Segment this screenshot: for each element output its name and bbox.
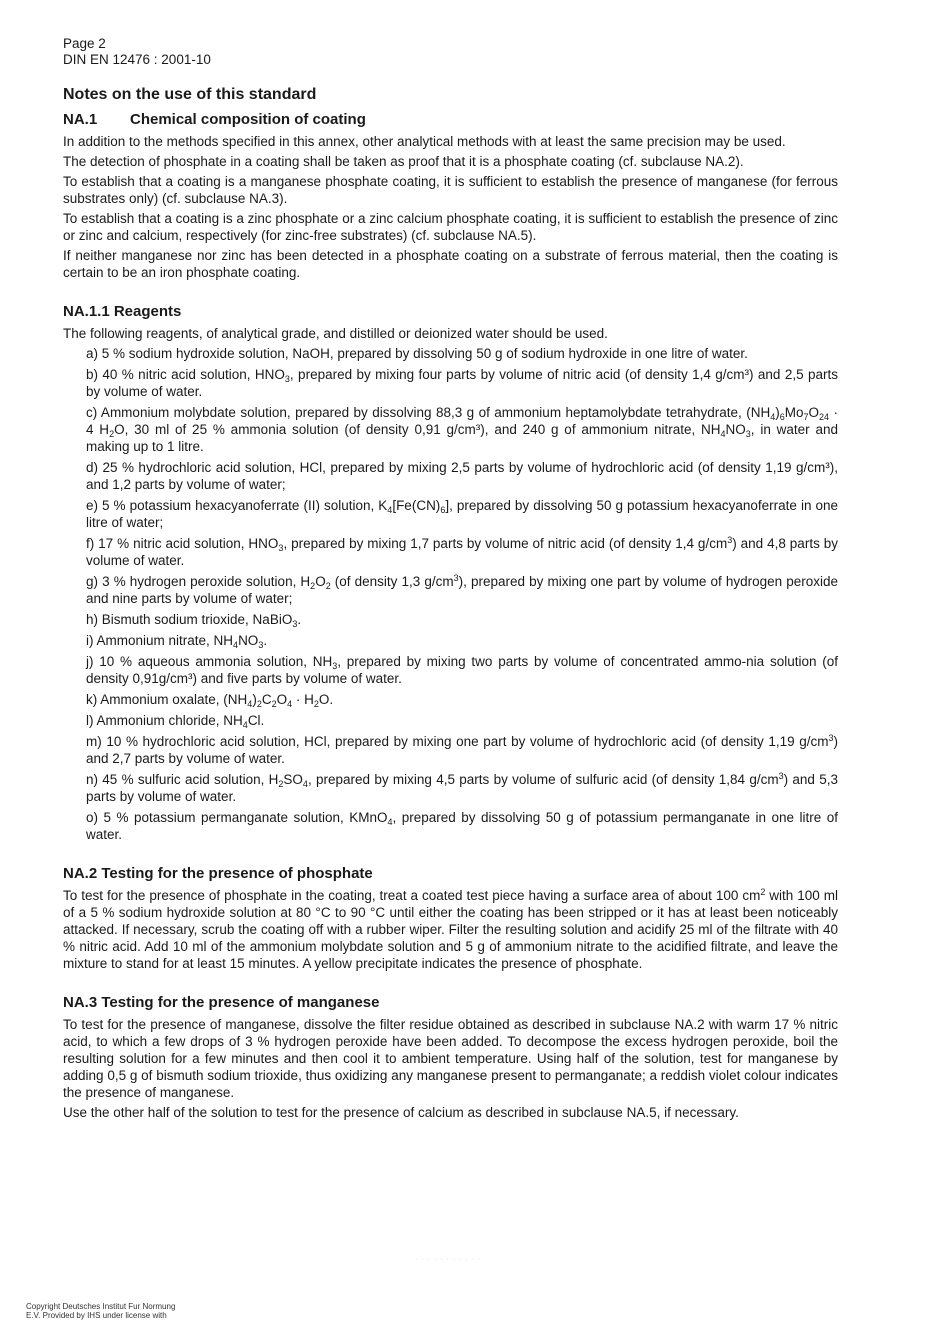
document-page xyxy=(63,36,838,1124)
section-heading-na2: NA.2 Testing for the presence of phosphate xyxy=(63,865,373,882)
list-item: b) 40 % nitric acid solution, $HNO_3$, prepared by mixing four parts by volume of nitric acid (of density 1,4 g/cm³) and 2,5 parts by volume of water. xyxy=(86,367,838,399)
paragraph: To establish that a coating is a manganese phosphate coating, it is sufficient to establish the presence of manganese (for ferrous substrates only) (cf. subclause NA.3). xyxy=(63,174,838,206)
list-item: c) Ammonium molybdate solution, prepared by dissolving 88,3 g of ammonium heptamolybdate tetrahydrate, $(NH_4)_6Mo_7O_{24} \cdot 4$ $H_2O$, 30 ml of 25 % ammonia solution (of density 0,91 g/cm³), and 240 g of ammonium nitrate, $NH_4NO_3$, in water and making up to 1 litre. xyxy=(86,405,838,454)
paragraph: To test for the presence of phosphate in the coating, treat a coated test piece having a surface area of about 100 $cm^2$ with 100 ml of a 5 % sodium hydroxide solution at 80 °C to 90 °C until either the coating has been stripped or it has at least been noticeably attacked. If necessary, scrub the coating off with a rubber wiper. Filter the resulting solution and acidify 25 ml of the filtrate with 40 % nitric acid. Add 10 ml of the ammonium molybdate solution and 5 g of ammonium nitrate to the acidified filtrate, and leave the mixture to stand for at least 15 minutes. A yellow precipitate indicates the presence of phosphate. xyxy=(63,887,838,971)
list-item: e) 5 % potassium hexacyanoferrate (II) solution, $K_4[Fe(CN)_6]$, prepared by dissolving 50 g potassium hexacyanoferrate in one litre of water; xyxy=(86,498,838,530)
paragraph: If neither manganese nor zinc has been detected in a phosphate coating on a substrate of ferrous material, then the coating is certain to be an iron phosphate coating. xyxy=(63,248,838,280)
paragraph: In addition to the methods specified in this annex, other analytical methods with at least the same precision may be used. xyxy=(63,134,786,149)
list-item: f) 17 % nitric acid solution, $HNO_3$, prepared by mixing 1,7 parts by volume of nitric acid (of density 1,4 $g/cm^3$) and 4,8 parts by volume of water. xyxy=(86,535,839,568)
page-number: Page 2 xyxy=(63,36,106,51)
copyright-notice: Copyright Deutsches Institut Fur Normung E.V. Provided by IHS under license with xyxy=(26,1302,176,1320)
paragraph: The detection of phosphate in a coating shall be taken as proof that it is a phosphate coating (cf. subclause NA.2). xyxy=(63,154,744,169)
footer-mark: · · · · · · · · · · · xyxy=(415,1256,482,1263)
list-item: h) Bismuth sodium trioxide, NaBiO$_3$. xyxy=(86,612,302,629)
list-item: j) 10 % aqueous ammonia solution, $NH_3$, prepared by mixing two parts by volume of concentrated ammo-nia solution (of density 0,91g/cm³) and five parts by volume of water. xyxy=(86,654,838,686)
list-item: o) 5 % potassium permanganate solution, KMnO$_4$, prepared by dissolving 50 g of potassium permanganate in one litre of water. xyxy=(86,810,838,842)
paragraph: Use the other half of the solution to test for the presence of calcium as described in subclause NA.5, if necessary. xyxy=(63,1105,739,1120)
list-item: a) 5 % sodium hydroxide solution, NaOH, prepared by dissolving 50 g of sodium hydroxide in one litre of water. xyxy=(86,346,748,361)
section-heading-reagents: NA.1.1 Reagents xyxy=(63,303,182,320)
section-heading-na3: NA.3 Testing for the presence of manganese xyxy=(63,994,380,1011)
list-item: g) 3 % hydrogen peroxide solution, $H_2O_2$ (of density 1,3 $g/cm^3$), prepared by mixing one part by volume of hydrogen peroxide and nine parts by volume of water; xyxy=(86,573,838,606)
list-item: m) 10 % hydrochloric acid solution, HCl, prepared by mixing one part by volume of hydrochloric acid (of density 1,19 $g/cm^3$) and 2,7 parts by volume of water. xyxy=(86,733,838,766)
list-item: k) Ammonium oxalate, $(NH_4)_2C_2O_4 \cdot H_2O$. xyxy=(86,692,334,709)
section-heading-na1: NA.1 Chemical composition of coating xyxy=(63,111,366,128)
list-item: i) Ammonium nitrate, $NH_4NO_3$. xyxy=(86,633,268,650)
reagent-list xyxy=(86,345,838,843)
page-title: Notes on the use of this standard xyxy=(63,86,317,103)
paragraph: To establish that a coating is a zinc phosphate or a zinc calcium phosphate coating, it is sufficient to establish the presence of zinc or zinc and calcium, respectively (for zinc-free substrates) (cf. subclause NA.5). xyxy=(63,211,838,243)
list-item: n) 45 % sulfuric acid solution, $H_2SO_4$, prepared by mixing 4,5 parts by volume of sulfuric acid (of density 1,84 $g/cm^3$) and 5,3 parts by volume of water. xyxy=(86,771,838,804)
list-item: d) 25 % hydrochloric acid solution, HCl, prepared by mixing 2,5 parts by volume of hydrochloric acid (of density 1,19 g/cm³), and 1,2 parts by volume of water; xyxy=(86,460,838,492)
standard-reference: DIN EN 12476 : 2001-10 xyxy=(63,52,211,67)
list-item: l) Ammonium chloride, $NH_4Cl$. xyxy=(86,713,265,730)
paragraph: To test for the presence of manganese, dissolve the filter residue obtained as described in subclause NA.2 with warm 17 % nitric acid, to which a few drops of 3 % hydrogen peroxide have been added. To decompose the excess hydrogen peroxide, boil the resulting solution for a few minutes and then cool it to ambient temperature. Using half of the solution, test for manganese by adding 0,5 g of bismuth sodium trioxide, thus oxidizing any manganese present to permanganate; a reddish violet colour indicates the presence of manganese. xyxy=(63,1017,838,1100)
paragraph: The following reagents, of analytical grade, and distilled or deionized water should be used. xyxy=(63,326,608,341)
